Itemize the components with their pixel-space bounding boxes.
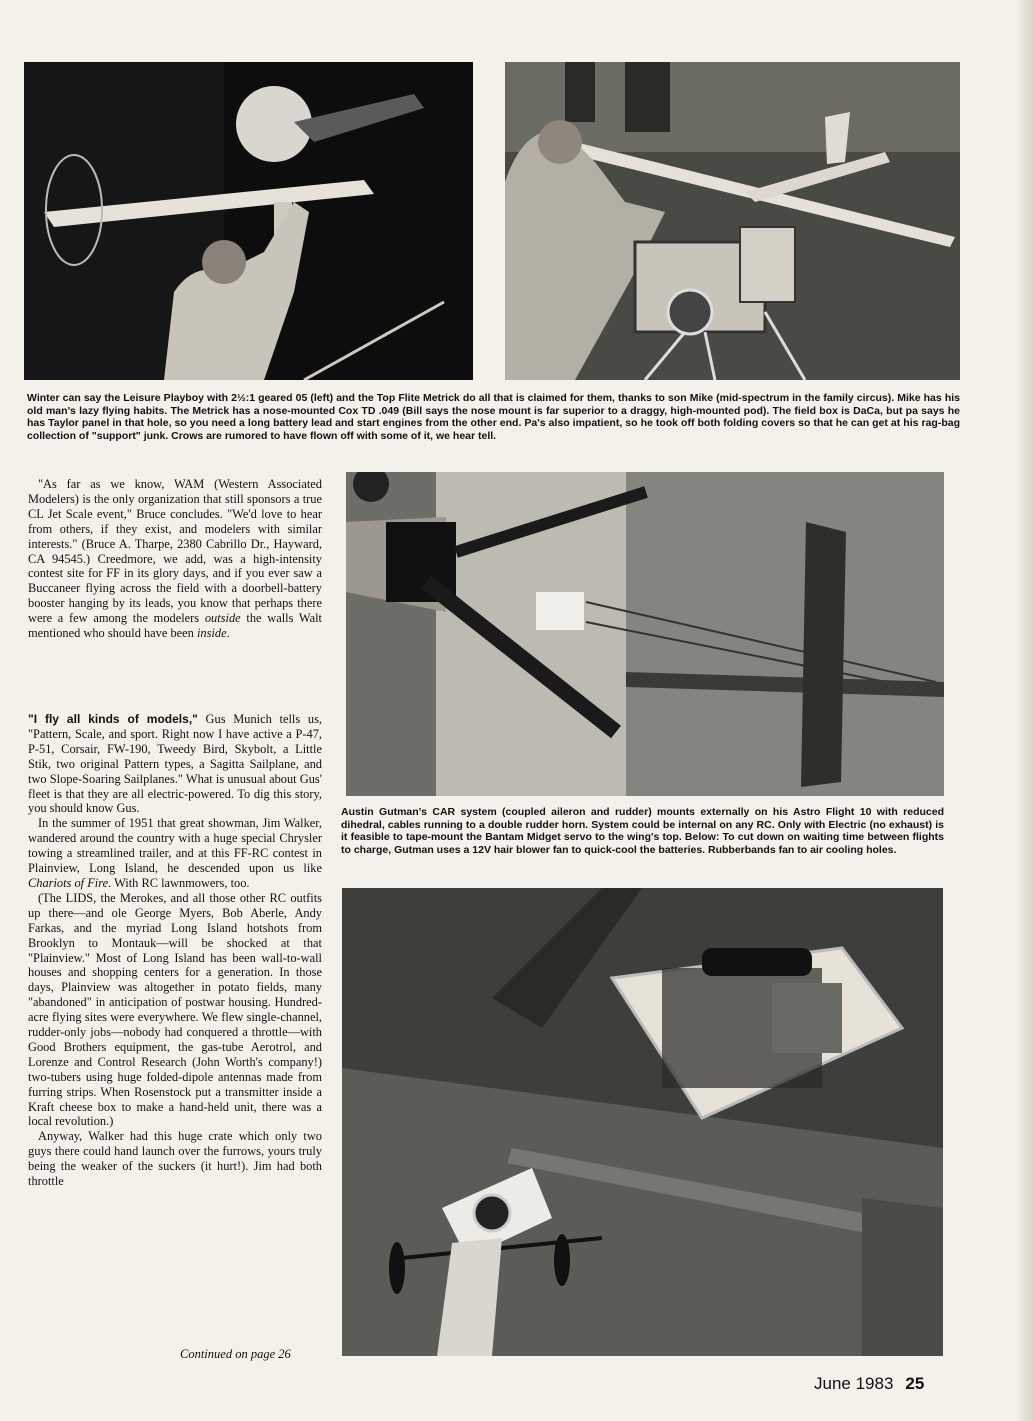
article-column-intro <box>28 477 322 641</box>
page-edge <box>1015 0 1033 1421</box>
photo-battery-cooling <box>342 888 943 1356</box>
article-column-main <box>28 712 322 1189</box>
photo-car-system <box>346 472 944 796</box>
page-number: 25 <box>905 1374 925 1393</box>
article-paragraph-long-island: (The LIDS, the Merokes, and all those other RC outfits up there—and ole George Myers, Bob Aberle, Andy Farkas, and the myriad Long Island hotshots from Brooklyn to Montauk—will be shocked at that "Plainview." Most of Long Island has been wall-to-wall houses and shopping centers for a generation. In those days, Plainview was altogether in potato fields, many "abandoned" in anticipation of postwar housing. Hundred-acre flying sites were everywhere. We flew single-channel, rudder-only jobs—nobody had conquered a throttle—with Good Brothers equipment, the gas-tube Aerotrol, and Lorenze and Control Research (John Worth's company!) two-tubers using huge folded-dipole antennas made from furring strips. When Rosenstock put a transmitter inside a Kraft cheese box to make a hand-held unit, there was a local revolution.) <box>28 890 322 1129</box>
caption-car-system: Austin Gutman's CAR system (coupled aileron and rudder) mounts externally on his Astro Flight 10 with reduced dihedral, cables running to a double rudder horn. System could be internal on any RC. Only with Electric (no exhaust) is it feasible to tape-mount the Bantam Midget servo to the wing's top. Below: To cut down on waiting time between flights to charge, Gutman uses a 12V hair blower fan to quick-cool the batteries. Rubberbands fan to air cooling holes. <box>341 806 944 856</box>
continued-note: Continued on page 26 <box>180 1347 291 1361</box>
issue-date: June 1983 <box>814 1374 894 1393</box>
article-paragraph-gus: "I fly all kinds of models," Gus Munich tells us, "Pattern, Scale, and sport. Right now I have active a P-47, P-51, Corsair, FW-190, Tweedy Bird, Skybolt, a Little Stik, two original Pattern types, a Sagitta Sailplane, and two Slope-Soaring Sailplanes." What is unusual about Gus' fleet is that they are all electric-powered. To dig this story, you should know Gus. <box>28 712 322 816</box>
page-footer <box>814 1374 924 1394</box>
photo-metrick-field-box <box>505 62 960 380</box>
article-paragraph-crate: Anyway, Walker had this huge crate which only two guys there could hand launch over the furrows, yours truly being the weaker of the suckers (it hurt!). Jim had both throttle <box>28 1129 322 1189</box>
article-paragraph-walker: In the summer of 1951 that great showman, Jim Walker, wandered around the country with a huge special Chrysler towing a streamlined trailer, and at this FF-RC contest in Plainview, Long Island, he descended upon us like Chariots of Fire. With RC lawnmowers, too. <box>28 816 322 890</box>
article-paragraph-wam: "As far as we know, WAM (Western Associated Modelers) is the only organization that still sponsors a true CL Jet Scale event," Bruce concludes. "We'd love to hear from others, if they exist, and modelers with similar interests." (Bruce A. Tharpe, 2380 Cabrillo Dr., Hayward, CA 94545.) Creedmore, we add, was a high-intensity contest site for FF in its glory days, and if you ever saw a Buccaneer flying across the field with a doorbell-battery booster hanging by its leads, you know that perhaps there were a few among the modelers outside the walls Walt mentioned who should have been inside. <box>28 477 322 641</box>
caption-top-photos: Winter can say the Leisure Playboy with 2½:1 geared 05 (left) and the Top Flite Metrick do all that is claimed for them, thanks to son Mike (mid-spectrum in the family circus). Mike has his old man's lazy flying habits. The Metrick has a nose-mounted Cox TD .049 (Bill says the nose mount is far superior to a draggy, high-mounted pod). The field box is DaCa, but pa says he has Taylor panel in that hole, so you need a long battery lead and start engines from the other end. Pa's also impatient, so he took off both folding covers so that he can get at his rag-bag collection of "support" junk. Crows are rumored to have flown off with some of it, we hear tell. <box>27 392 960 442</box>
photo-leisure-playboy <box>24 62 473 380</box>
